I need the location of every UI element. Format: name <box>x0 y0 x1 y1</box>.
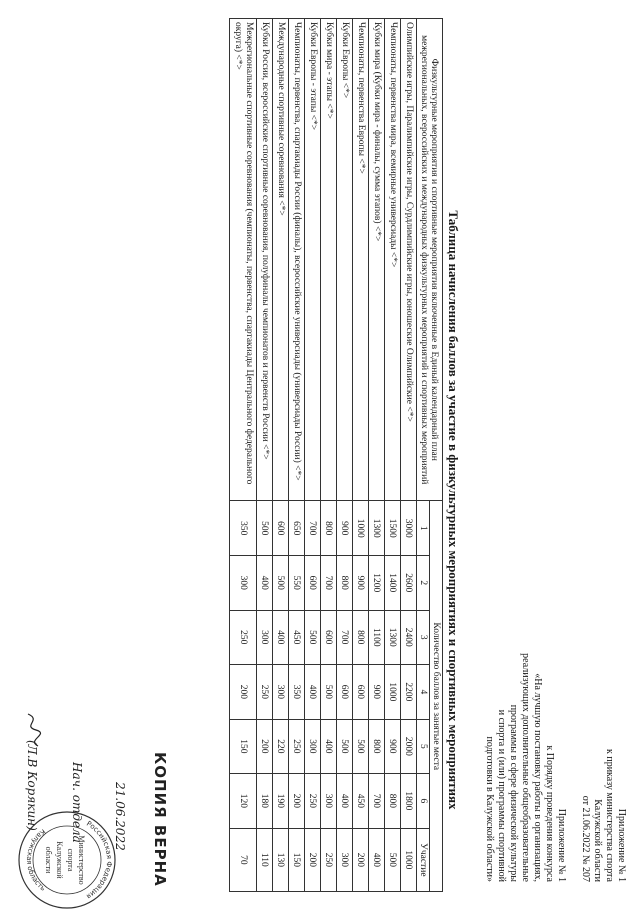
points-cell: 300 <box>273 665 289 720</box>
appendix-line: реализующих дополнительные общеобразовательные <box>520 653 531 882</box>
place-header: 2 <box>417 555 430 610</box>
participation-points-cell: 70 <box>230 828 257 891</box>
event-cell: Кубки мира - этапы <*> <box>321 19 337 501</box>
appendix-line: и спорта и (или) программы спортивной <box>496 709 507 882</box>
table-row <box>369 19 385 892</box>
points-cell: 400 <box>305 665 321 720</box>
points-cell: 1000 <box>353 501 369 556</box>
appendix-line: Калужской области <box>592 799 603 882</box>
copy-certified-stamp: КОПИЯ ВЕРНА <box>151 752 169 887</box>
participation-points-cell: 400 <box>369 828 385 891</box>
appendix-line: «На лучшую постановку работы в организациях, <box>532 673 543 882</box>
table-row <box>353 19 369 892</box>
points-cell: 500 <box>337 719 353 774</box>
points-cell: 700 <box>369 774 385 829</box>
points-cell: 600 <box>321 610 337 665</box>
event-column-header: Физкультурные мероприятия и спортивные мероприятия включенные в Единый календарный план межрегиональных, всероссийских и международных физкультурных мероприятий и спортивных мероприятий <box>417 19 443 501</box>
points-cell: 250 <box>230 610 257 665</box>
seal-center-line: Министерство <box>77 835 86 885</box>
points-cell: 700 <box>321 555 337 610</box>
event-cell: Олимпийские игры, Паралимпийские игры, Сурдлимпийские игры, юношеские Олимпийские <*> <box>401 19 417 501</box>
event-cell: Кубки Европы <*> <box>337 19 353 501</box>
points-cell: 200 <box>289 774 305 829</box>
participation-points-cell: 250 <box>321 828 337 891</box>
points-cell: 450 <box>289 610 305 665</box>
participation-header: Участие <box>417 828 430 891</box>
document-title: Таблица начисления баллов за участие в физкультурных мероприятиях и спортивных мероприятиях <box>446 210 461 810</box>
points-cell: 3000 <box>401 501 417 556</box>
points-cell: 1000 <box>385 665 401 720</box>
points-cell: 600 <box>353 665 369 720</box>
table-row <box>337 19 353 892</box>
points-cell: 650 <box>289 501 305 556</box>
participation-points-cell: 500 <box>385 828 401 891</box>
table-body <box>230 19 417 892</box>
event-cell: Чемпионаты, первенства Европы <*> <box>353 19 369 501</box>
points-cell: 900 <box>353 555 369 610</box>
appendix-line: к Порядку проведения конкурса <box>544 745 555 882</box>
points-cell: 800 <box>337 555 353 610</box>
points-cell: 550 <box>289 555 305 610</box>
points-cell: 400 <box>321 719 337 774</box>
table-row <box>273 19 289 892</box>
event-cell: Кубки России, всероссийские спортивные соревнования, полуфиналы чемпионатов и первенств России <*> <box>257 19 273 501</box>
seal-center-line: Калужской <box>55 841 64 879</box>
event-cell: Кубки мира (Кубки мира - финалы, сумма этапов) <*> <box>369 19 385 501</box>
points-cell: 2000 <box>401 719 417 774</box>
points-cell: 1500 <box>385 501 401 556</box>
points-cell: 900 <box>337 501 353 556</box>
participation-points-cell: 110 <box>257 828 273 891</box>
points-cell: 500 <box>257 501 273 556</box>
points-cell: 300 <box>257 610 273 665</box>
seal-center-line: области <box>44 846 53 874</box>
points-cell: 250 <box>257 665 273 720</box>
points-cell: 1100 <box>369 610 385 665</box>
points-cell: 190 <box>273 774 289 829</box>
points-cell: 700 <box>337 610 353 665</box>
table-row <box>385 19 401 892</box>
participation-points-cell: 200 <box>305 828 321 891</box>
appendix-block-2 <box>483 600 567 882</box>
table-row <box>289 19 305 892</box>
seal-center-line: спорта <box>66 848 75 872</box>
points-cell: 120 <box>230 774 257 829</box>
seal-outer-top-text: Российская Федерация <box>84 819 114 901</box>
points-cell: 400 <box>273 610 289 665</box>
points-cell: 300 <box>321 774 337 829</box>
points-cell: 300 <box>305 719 321 774</box>
points-cell: 350 <box>289 665 305 720</box>
points-cell: 1400 <box>385 555 401 610</box>
participation-points-cell: 1000 <box>401 828 417 891</box>
appendix-line: к приказу министерства спорта <box>604 748 615 882</box>
appendix-line: Приложение № 1 <box>616 808 627 882</box>
points-cell: 800 <box>385 774 401 829</box>
points-cell: 1300 <box>385 610 401 665</box>
place-header: 1 <box>417 501 430 556</box>
points-cell: 150 <box>230 719 257 774</box>
points-cell: 800 <box>321 501 337 556</box>
place-header: 6 <box>417 774 430 829</box>
points-cell: 2200 <box>401 665 417 720</box>
event-cell: Чемпионаты, первенства, спартакиады России (финалы), всероссийские универсиады (универсиады России) <*> <box>289 19 305 501</box>
appendix-line: подготовки в Калужской области» <box>484 736 495 882</box>
points-cell: 200 <box>257 719 273 774</box>
table-header-row <box>430 19 443 892</box>
place-header: 4 <box>417 665 430 720</box>
appendix-block-1 <box>579 620 627 882</box>
table-row <box>401 19 417 892</box>
points-cell: 200 <box>230 665 257 720</box>
points-cell: 1200 <box>369 555 385 610</box>
points-cell: 900 <box>369 665 385 720</box>
points-cell: 250 <box>289 719 305 774</box>
points-cell: 400 <box>337 774 353 829</box>
participation-points-cell: 200 <box>353 828 369 891</box>
points-cell: 800 <box>353 610 369 665</box>
points-cell: 2400 <box>401 610 417 665</box>
table-row <box>257 19 273 892</box>
points-cell: 500 <box>305 610 321 665</box>
points-cell: 2600 <box>401 555 417 610</box>
points-cell: 350 <box>230 501 257 556</box>
participation-points-cell: 300 <box>337 828 353 891</box>
place-header: 5 <box>417 719 430 774</box>
appendix-line: программы в сфере физической культуры <box>508 704 519 882</box>
appendix-line: Приложение № 1 <box>556 808 567 882</box>
signature-scribble <box>22 712 44 748</box>
handwritten-position: Нач. отдела <box>70 762 84 843</box>
event-cell: Межрегиональные спортивные соревнования (чемпионаты, первенства, спартакиады Центрального федерального округа) <*> <box>230 19 257 501</box>
points-cell: 450 <box>353 774 369 829</box>
points-cell: 250 <box>305 774 321 829</box>
points-cell: 900 <box>385 719 401 774</box>
event-cell: Чемпионаты, первенства мира, всемирные универсиады <*> <box>385 19 401 501</box>
event-cell: Международные спортивные соревнования <*> <box>273 19 289 501</box>
points-cell: 180 <box>257 774 273 829</box>
points-cell: 500 <box>353 719 369 774</box>
table-row <box>321 19 337 892</box>
points-cell: 600 <box>273 501 289 556</box>
appendix-line: от 21.06.2022 № 207 <box>580 795 591 882</box>
points-cell: 500 <box>321 665 337 720</box>
participation-points-cell: 150 <box>289 828 305 891</box>
points-table <box>229 18 443 892</box>
points-cell: 600 <box>305 555 321 610</box>
place-header: 3 <box>417 610 430 665</box>
points-cell: 400 <box>257 555 273 610</box>
points-cell: 600 <box>337 665 353 720</box>
points-cell: 300 <box>230 555 257 610</box>
points-cell: 1300 <box>369 501 385 556</box>
points-cell: 800 <box>369 719 385 774</box>
table-row <box>230 19 257 892</box>
table-row <box>305 19 321 892</box>
points-column-header: Количество баллов за занятые места <box>430 501 443 892</box>
event-cell: Кубки Европы - этапы <*> <box>305 19 321 501</box>
participation-points-cell: 130 <box>273 828 289 891</box>
points-cell: 500 <box>273 555 289 610</box>
points-cell: 220 <box>273 719 289 774</box>
points-cell: 1800 <box>401 774 417 829</box>
seal-outer-bottom-text: Калужская область <box>24 827 47 893</box>
handwritten-date: 21.06.2022 <box>113 782 127 851</box>
handwritten-signature-name: (Л.В Корякин) <box>25 740 39 831</box>
points-cell: 700 <box>305 501 321 556</box>
